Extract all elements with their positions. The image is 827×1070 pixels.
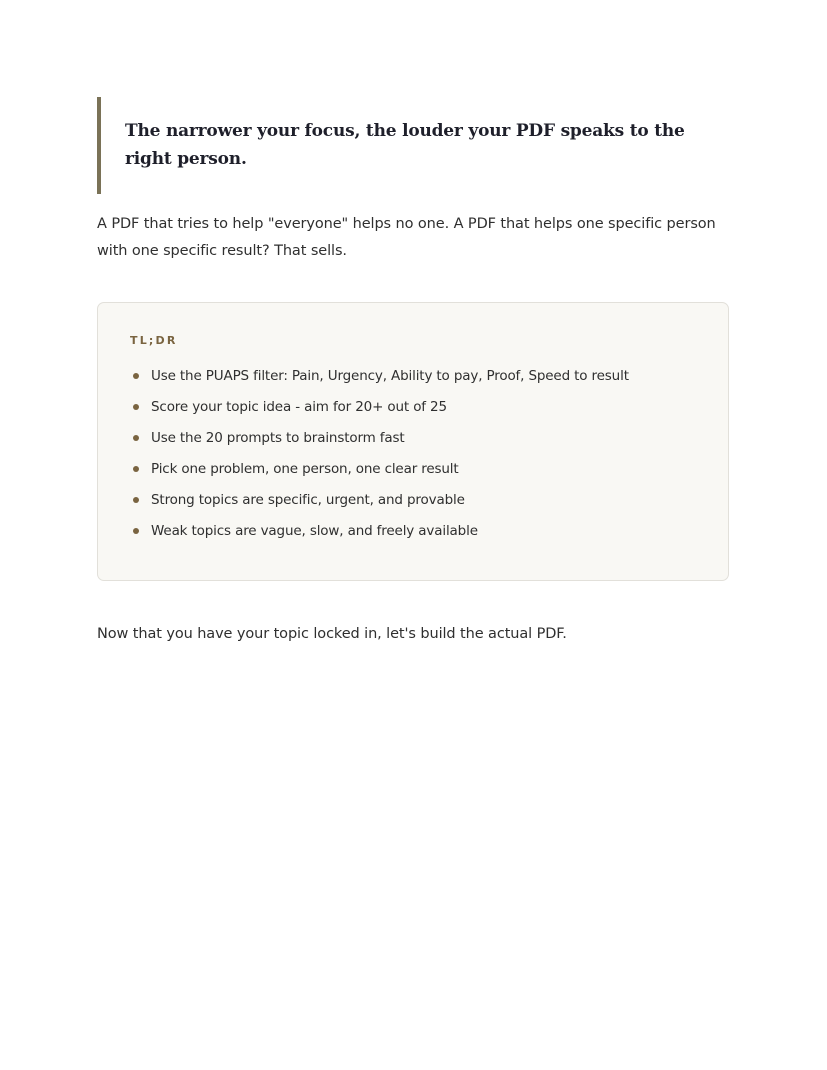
tldr-item-text: Weak topics are vague, slow, and freely available: [151, 523, 478, 539]
tldr-item-strong-topics: [130, 485, 696, 516]
tldr-item-score-topic: [130, 392, 696, 423]
outro-paragraph: Now that you have your topic locked in, let's build the actual PDF.: [97, 626, 567, 642]
tldr-label: TL;DR: [130, 334, 178, 347]
bullet-dot-icon: [133, 497, 139, 503]
tldr-item-text: Use the PUAPS filter: Pain, Urgency, Ability to pay, Proof, Speed to result: [151, 368, 629, 384]
bullet-dot-icon: [133, 404, 139, 410]
bullet-dot-icon: [133, 466, 139, 472]
pull-quote-text: The narrower your focus, the louder your PDF speaks to the right person.: [125, 121, 685, 169]
document-page: [97, 97, 729, 648]
tldr-item-text: Strong topics are specific, urgent, and provable: [151, 492, 465, 508]
bullet-dot-icon: [133, 528, 139, 534]
tldr-item-puaps-filter: [130, 361, 696, 392]
bullet-dot-icon: [133, 373, 139, 379]
pull-quote: [97, 97, 729, 194]
bullet-dot-icon: [133, 435, 139, 441]
tldr-item-prompts: [130, 423, 696, 454]
tldr-list: [130, 361, 696, 547]
tldr-item-pick-one: [130, 454, 696, 485]
intro-paragraph: A PDF that tries to help "everyone" helps no one. A PDF that helps one specific person with one specific result? That sells.: [97, 216, 716, 259]
tldr-item-text: Use the 20 prompts to brainstorm fast: [151, 430, 405, 446]
tldr-summary-box: [97, 302, 729, 581]
tldr-item-text: Pick one problem, one person, one clear result: [151, 461, 459, 477]
tldr-item-weak-topics: [130, 516, 696, 547]
tldr-item-text: Score your topic idea - aim for 20+ out of 25: [151, 399, 447, 415]
